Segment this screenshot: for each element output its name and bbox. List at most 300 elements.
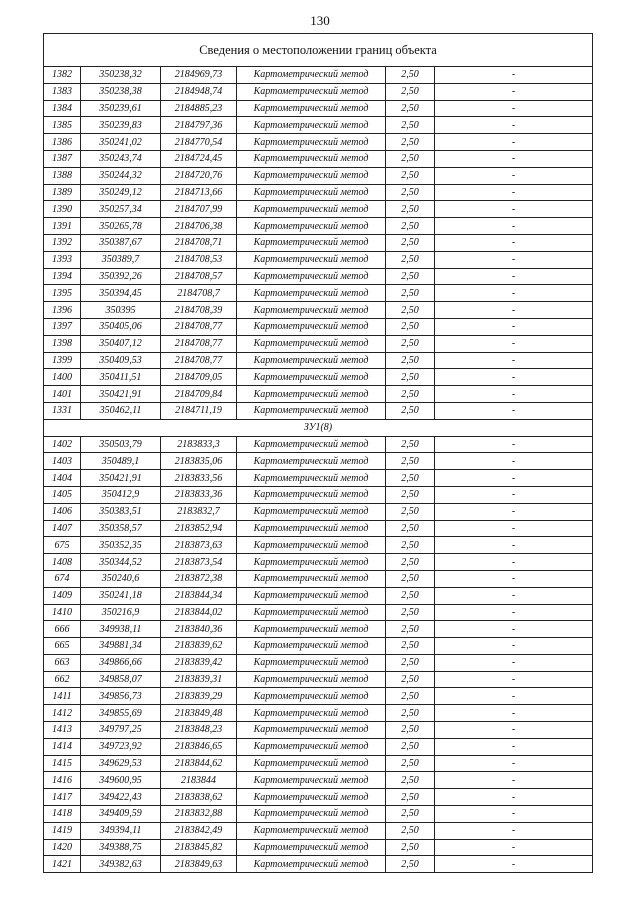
point-number-cell: 1409 [44,587,81,604]
y-coordinate-cell: 2184706,38 [161,218,237,235]
table-row [44,218,593,235]
x-coordinate-cell: 349855,69 [81,705,161,722]
x-coordinate-cell: 350216,9 [81,604,161,621]
point-number-cell: 662 [44,671,81,688]
method-cell: Картометрический метод [237,688,386,705]
description-cell: - [435,134,593,151]
y-coordinate-cell: 2183848,23 [161,722,237,739]
y-coordinate-cell: 2183844,62 [161,755,237,772]
description-cell: - [435,755,593,772]
point-number-cell: 1421 [44,856,81,873]
x-coordinate-cell: 350358,57 [81,520,161,537]
table-row [44,285,593,302]
y-coordinate-cell: 2183838,62 [161,789,237,806]
table-row [44,150,593,167]
x-coordinate-cell: 350241,02 [81,134,161,151]
y-coordinate-cell: 2184708,7 [161,285,237,302]
x-coordinate-cell: 350257,34 [81,201,161,218]
accuracy-cell: 2,50 [386,806,435,823]
y-coordinate-cell: 2183839,42 [161,654,237,671]
table-row [44,318,593,335]
description-cell: - [435,570,593,587]
point-number-cell: 1399 [44,352,81,369]
description-cell: - [435,234,593,251]
y-coordinate-cell: 2184713,66 [161,184,237,201]
method-cell: Картометрический метод [237,587,386,604]
method-cell: Картометрический метод [237,318,386,335]
method-cell: Картометрический метод [237,789,386,806]
table-row [44,638,593,655]
point-number-cell: 1391 [44,218,81,235]
x-coordinate-cell: 349856,73 [81,688,161,705]
accuracy-cell: 2,50 [386,856,435,873]
description-cell: - [435,386,593,403]
point-number-cell: 1402 [44,436,81,453]
description-cell: - [435,806,593,823]
table-row [44,738,593,755]
table-row [44,184,593,201]
point-number-cell: 1405 [44,486,81,503]
method-cell: Картометрический метод [237,234,386,251]
method-cell: Картометрический метод [237,705,386,722]
y-coordinate-cell: 2184797,36 [161,117,237,134]
accuracy-cell: 2,50 [386,486,435,503]
description-cell: - [435,537,593,554]
boundary-coordinates-table [43,33,593,873]
point-number-cell: 1411 [44,688,81,705]
x-coordinate-cell: 350239,61 [81,100,161,117]
method-cell: Картометрический метод [237,402,386,419]
y-coordinate-cell: 2183849,63 [161,856,237,873]
accuracy-cell: 2,50 [386,201,435,218]
y-coordinate-cell: 2183840,36 [161,621,237,638]
description-cell: - [435,839,593,856]
point-number-cell: 1392 [44,234,81,251]
table-row [44,386,593,403]
point-number-cell: 1382 [44,67,81,84]
table-row [44,201,593,218]
method-cell: Картометрический метод [237,302,386,319]
x-coordinate-cell: 350243,74 [81,150,161,167]
x-coordinate-cell: 350241,18 [81,587,161,604]
accuracy-cell: 2,50 [386,453,435,470]
method-cell: Картометрический метод [237,486,386,503]
method-cell: Картометрический метод [237,352,386,369]
method-cell: Картометрический метод [237,335,386,352]
method-cell: Картометрический метод [237,806,386,823]
point-number-cell: 1404 [44,470,81,487]
accuracy-cell: 2,50 [386,688,435,705]
table-title: Сведения о местоположении границ объекта [44,34,593,67]
y-coordinate-cell: 2183832,7 [161,503,237,520]
description-cell: - [435,856,593,873]
description-cell: - [435,772,593,789]
table-row [44,369,593,386]
x-coordinate-cell: 350421,91 [81,470,161,487]
x-coordinate-cell: 350412,9 [81,486,161,503]
point-number-cell: 1419 [44,822,81,839]
point-number-cell: 665 [44,638,81,655]
point-number-cell: 1396 [44,302,81,319]
point-number-cell: 1386 [44,134,81,151]
method-cell: Картометрический метод [237,453,386,470]
table-row [44,772,593,789]
method-cell: Картометрический метод [237,167,386,184]
y-coordinate-cell: 2183833,3 [161,436,237,453]
y-coordinate-cell: 2184708,39 [161,302,237,319]
x-coordinate-cell: 350265,78 [81,218,161,235]
y-coordinate-cell: 2183833,36 [161,486,237,503]
y-coordinate-cell: 2184708,71 [161,234,237,251]
description-cell: - [435,470,593,487]
y-coordinate-cell: 2183832,88 [161,806,237,823]
x-coordinate-cell: 349723,92 [81,738,161,755]
table-row [44,839,593,856]
accuracy-cell: 2,50 [386,285,435,302]
accuracy-cell: 2,50 [386,234,435,251]
method-cell: Картометрический метод [237,285,386,302]
x-coordinate-cell: 350238,38 [81,83,161,100]
accuracy-cell: 2,50 [386,604,435,621]
table-row [44,806,593,823]
description-cell: - [435,302,593,319]
table-row [44,335,593,352]
accuracy-cell: 2,50 [386,621,435,638]
description-cell: - [435,789,593,806]
y-coordinate-cell: 2184709,84 [161,386,237,403]
x-coordinate-cell: 349600,95 [81,772,161,789]
accuracy-cell: 2,50 [386,554,435,571]
table-row [44,755,593,772]
accuracy-cell: 2,50 [386,436,435,453]
y-coordinate-cell: 2184711,19 [161,402,237,419]
point-number-cell: 1331 [44,402,81,419]
x-coordinate-cell: 350421,91 [81,386,161,403]
point-number-cell: 1410 [44,604,81,621]
table-row [44,167,593,184]
accuracy-cell: 2,50 [386,755,435,772]
table-row [44,705,593,722]
method-cell: Картометрический метод [237,554,386,571]
x-coordinate-cell: 350409,53 [81,352,161,369]
accuracy-cell: 2,50 [386,167,435,184]
method-cell: Картометрический метод [237,218,386,235]
y-coordinate-cell: 2183873,63 [161,537,237,554]
method-cell: Картометрический метод [237,184,386,201]
accuracy-cell: 2,50 [386,67,435,84]
table-row [44,654,593,671]
description-cell: - [435,688,593,705]
method-cell: Картометрический метод [237,470,386,487]
y-coordinate-cell: 2184948,74 [161,83,237,100]
section-row [44,419,593,436]
method-cell: Картометрический метод [237,621,386,638]
accuracy-cell: 2,50 [386,772,435,789]
description-cell: - [435,251,593,268]
description-cell: - [435,268,593,285]
x-coordinate-cell: 350411,51 [81,369,161,386]
y-coordinate-cell: 2184708,77 [161,352,237,369]
description-cell: - [435,554,593,571]
description-cell: - [435,671,593,688]
description-cell: - [435,100,593,117]
description-cell: - [435,369,593,386]
table-row [44,251,593,268]
method-cell: Картометрический метод [237,201,386,218]
method-cell: Картометрический метод [237,100,386,117]
x-coordinate-cell: 349422,43 [81,789,161,806]
accuracy-cell: 2,50 [386,218,435,235]
x-coordinate-cell: 350239,83 [81,117,161,134]
method-cell: Картометрический метод [237,537,386,554]
point-number-cell: 1417 [44,789,81,806]
table-row [44,352,593,369]
table-row [44,100,593,117]
x-coordinate-cell: 350244,32 [81,167,161,184]
accuracy-cell: 2,50 [386,722,435,739]
point-number-cell: 1407 [44,520,81,537]
y-coordinate-cell: 2183839,31 [161,671,237,688]
x-coordinate-cell: 349382,63 [81,856,161,873]
x-coordinate-cell: 350405,06 [81,318,161,335]
method-cell: Картометрический метод [237,755,386,772]
table-row [44,587,593,604]
table-row [44,822,593,839]
table-row [44,234,593,251]
accuracy-cell: 2,50 [386,537,435,554]
description-cell: - [435,184,593,201]
x-coordinate-cell: 350407,12 [81,335,161,352]
x-coordinate-cell: 350383,51 [81,503,161,520]
accuracy-cell: 2,50 [386,150,435,167]
method-cell: Картометрический метод [237,520,386,537]
table-row [44,453,593,470]
x-coordinate-cell: 350503,79 [81,436,161,453]
accuracy-cell: 2,50 [386,822,435,839]
table-row [44,436,593,453]
accuracy-cell: 2,50 [386,251,435,268]
page-number: 130 [310,13,330,28]
method-cell: Картометрический метод [237,67,386,84]
method-cell: Картометрический метод [237,251,386,268]
accuracy-cell: 2,50 [386,386,435,403]
point-number-cell: 1403 [44,453,81,470]
method-cell: Картометрический метод [237,436,386,453]
x-coordinate-cell: 349409,59 [81,806,161,823]
point-number-cell: 1413 [44,722,81,739]
table-row [44,671,593,688]
x-coordinate-cell: 350249,12 [81,184,161,201]
y-coordinate-cell: 2184708,57 [161,268,237,285]
method-cell: Картометрический метод [237,671,386,688]
x-coordinate-cell: 349394,11 [81,822,161,839]
y-coordinate-cell: 2183852,94 [161,520,237,537]
y-coordinate-cell: 2183846,65 [161,738,237,755]
method-cell: Картометрический метод [237,604,386,621]
accuracy-cell: 2,50 [386,369,435,386]
method-cell: Картометрический метод [237,570,386,587]
y-coordinate-cell: 2184720,76 [161,167,237,184]
y-coordinate-cell: 2183845,82 [161,839,237,856]
point-number-cell: 1412 [44,705,81,722]
method-cell: Картометрический метод [237,134,386,151]
description-cell: - [435,218,593,235]
accuracy-cell: 2,50 [386,520,435,537]
y-coordinate-cell: 2183835,06 [161,453,237,470]
description-cell: - [435,453,593,470]
point-number-cell: 1415 [44,755,81,772]
table-row [44,554,593,571]
point-number-cell: 1401 [44,386,81,403]
description-cell: - [435,587,593,604]
table-row [44,83,593,100]
method-cell: Картометрический метод [237,722,386,739]
point-number-cell: 675 [44,537,81,554]
accuracy-cell: 2,50 [386,117,435,134]
x-coordinate-cell: 350489,1 [81,453,161,470]
description-cell: - [435,402,593,419]
y-coordinate-cell: 2184969,73 [161,67,237,84]
method-cell: Картометрический метод [237,369,386,386]
point-number-cell: 1390 [44,201,81,218]
y-coordinate-cell: 2183872,38 [161,570,237,587]
accuracy-cell: 2,50 [386,184,435,201]
table-row [44,470,593,487]
method-cell: Картометрический метод [237,83,386,100]
x-coordinate-cell: 349797,25 [81,722,161,739]
description-cell: - [435,150,593,167]
table-row [44,621,593,638]
accuracy-cell: 2,50 [386,789,435,806]
y-coordinate-cell: 2184724,45 [161,150,237,167]
point-number-cell: 1387 [44,150,81,167]
accuracy-cell: 2,50 [386,503,435,520]
section-label: ЗУ1(8) [44,419,593,436]
description-cell: - [435,621,593,638]
point-number-cell: 663 [44,654,81,671]
method-cell: Картометрический метод [237,150,386,167]
y-coordinate-cell: 2183849,48 [161,705,237,722]
y-coordinate-cell: 2184708,53 [161,251,237,268]
method-cell: Картометрический метод [237,654,386,671]
description-cell: - [435,117,593,134]
y-coordinate-cell: 2183844,34 [161,587,237,604]
description-cell: - [435,705,593,722]
y-coordinate-cell: 2184885,23 [161,100,237,117]
table-row [44,302,593,319]
point-number-cell: 1393 [44,251,81,268]
y-coordinate-cell: 2183844 [161,772,237,789]
point-number-cell: 1385 [44,117,81,134]
description-cell: - [435,654,593,671]
accuracy-cell: 2,50 [386,587,435,604]
y-coordinate-cell: 2184708,77 [161,318,237,335]
point-number-cell: 1420 [44,839,81,856]
y-coordinate-cell: 2184708,77 [161,335,237,352]
accuracy-cell: 2,50 [386,268,435,285]
point-number-cell: 1416 [44,772,81,789]
accuracy-cell: 2,50 [386,570,435,587]
table-row [44,856,593,873]
x-coordinate-cell: 350352,35 [81,537,161,554]
method-cell: Картометрический метод [237,638,386,655]
method-cell: Картометрический метод [237,822,386,839]
method-cell: Картометрический метод [237,856,386,873]
point-number-cell: 674 [44,570,81,587]
accuracy-cell: 2,50 [386,738,435,755]
accuracy-cell: 2,50 [386,839,435,856]
x-coordinate-cell: 349858,07 [81,671,161,688]
accuracy-cell: 2,50 [386,352,435,369]
accuracy-cell: 2,50 [386,335,435,352]
table-row [44,503,593,520]
y-coordinate-cell: 2184709,05 [161,369,237,386]
accuracy-cell: 2,50 [386,671,435,688]
x-coordinate-cell: 350395 [81,302,161,319]
description-cell: - [435,285,593,302]
table-row [44,604,593,621]
x-coordinate-cell: 349388,75 [81,839,161,856]
table-row [44,67,593,84]
y-coordinate-cell: 2183873,54 [161,554,237,571]
y-coordinate-cell: 2183839,62 [161,638,237,655]
method-cell: Картометрический метод [237,117,386,134]
description-cell: - [435,503,593,520]
point-number-cell: 1388 [44,167,81,184]
y-coordinate-cell: 2183839,29 [161,688,237,705]
description-cell: - [435,738,593,755]
table-row [44,268,593,285]
description-cell: - [435,352,593,369]
x-coordinate-cell: 350238,32 [81,67,161,84]
description-cell: - [435,638,593,655]
y-coordinate-cell: 2184707,99 [161,201,237,218]
point-number-cell: 1397 [44,318,81,335]
x-coordinate-cell: 350462,11 [81,402,161,419]
x-coordinate-cell: 349866,66 [81,654,161,671]
description-cell: - [435,486,593,503]
description-cell: - [435,822,593,839]
table-title-row [44,34,593,67]
description-cell: - [435,335,593,352]
table-row [44,134,593,151]
accuracy-cell: 2,50 [386,318,435,335]
x-coordinate-cell: 350389,7 [81,251,161,268]
method-cell: Картометрический метод [237,268,386,285]
x-coordinate-cell: 350392,26 [81,268,161,285]
point-number-cell: 1400 [44,369,81,386]
accuracy-cell: 2,50 [386,83,435,100]
accuracy-cell: 2,50 [386,470,435,487]
point-number-cell: 1383 [44,83,81,100]
description-cell: - [435,67,593,84]
description-cell: - [435,436,593,453]
method-cell: Картометрический метод [237,386,386,403]
point-number-cell: 1408 [44,554,81,571]
y-coordinate-cell: 2183844,02 [161,604,237,621]
x-coordinate-cell: 350240,6 [81,570,161,587]
description-cell: - [435,520,593,537]
description-cell: - [435,83,593,100]
x-coordinate-cell: 349629,53 [81,755,161,772]
table-row [44,570,593,587]
point-number-cell: 1395 [44,285,81,302]
x-coordinate-cell: 350387,67 [81,234,161,251]
y-coordinate-cell: 2183833,56 [161,470,237,487]
point-number-cell: 1384 [44,100,81,117]
table-row [44,722,593,739]
method-cell: Картометрический метод [237,839,386,856]
